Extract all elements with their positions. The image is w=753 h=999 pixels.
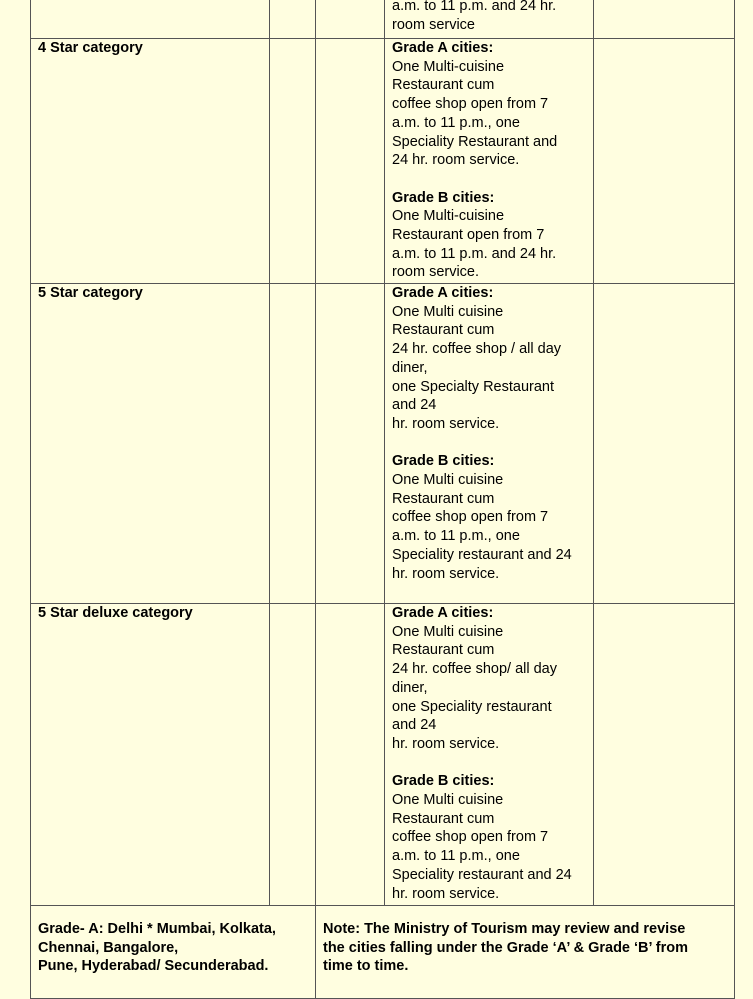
facility-line: 24 hr. coffee shop / all day [392,341,562,358]
footer-line: Note: The Ministry of Tourism may review and revise [323,921,686,937]
footer-line: Grade- A: Delhi * Mumbai, Kolkata, [38,921,276,937]
facility-line: a.m. to 11 p.m. and 24 hr. [392,0,557,14]
category-cell [31,0,270,39]
empty-cell [594,604,735,906]
grade-b-title: Grade B cities: [392,773,495,790]
facility-line: room service. [392,264,480,281]
grade-a-cities-note [31,906,316,999]
grade-a-title: Grade A cities: [392,605,494,621]
grade-b-title: Grade B cities: [392,453,495,470]
empty-cell [316,284,385,604]
facility-line: Restaurant cum [392,642,495,659]
facility-line: Speciality restaurant and 24 [392,866,572,883]
empty-cell [270,604,316,906]
facility-line: coffee shop open from 7 [392,96,549,113]
facility-line: coffee shop open from 7 [392,829,549,846]
facility-line: diner, [392,679,428,696]
hotel-category-table [30,0,735,999]
footer-row [31,906,735,999]
ministry-review-note [316,906,735,999]
facility-line: diner, [392,359,428,376]
facility-line: and 24 [392,717,437,734]
facility-line: 24 hr. room service. [392,152,520,169]
facility-line: a.m. to 11 p.m. and 24 hr. [392,245,557,262]
facility-line: one Specialty Restaurant [392,378,555,395]
empty-cell [316,604,385,906]
empty-cell [594,284,735,604]
category-cell-5-star: 5 Star category [31,284,270,604]
facility-line: a.m. to 11 p.m., one [392,528,520,545]
facility-line: Restaurant cum [392,810,495,827]
facility-line: hr. room service. [392,885,500,902]
empty-cell [316,0,385,39]
empty-cell [594,39,735,284]
facility-line: Restaurant cum [392,490,495,507]
facility-line: 24 hr. coffee shop/ all day [392,661,557,678]
facility-line: a.m. to 11 p.m., one [392,114,520,131]
footer-line: Pune, Hyderabad/ Secunderabad. [38,958,269,975]
table-row [31,604,735,906]
facility-cell [385,0,594,39]
grade-b-title: Grade B cities: [392,189,495,206]
facility-line: One Multi cuisine [392,792,504,809]
empty-cell [270,39,316,284]
footer-line: Chennai, Bangalore, [38,939,179,956]
footer-line: time to time. [323,958,409,975]
facility-line: coffee shop open from 7 [392,509,549,526]
empty-cell [316,39,385,284]
facility-cell [385,39,594,284]
facility-line: Restaurant cum [392,322,495,339]
footer-line: the cities falling under the Grade ‘A’ & Grade ‘B’ from [323,939,688,956]
facility-line: room service [392,16,475,33]
table-row [31,39,735,284]
facility-line: Speciality restaurant and 24 [392,546,572,563]
facility-line: hr. room service. [392,565,500,582]
facility-cell [385,604,594,906]
empty-cell [270,284,316,604]
facility-line: Speciality Restaurant and [392,133,558,150]
facility-line: and 24 [392,397,437,414]
facility-line: one Speciality restaurant [392,698,552,715]
facility-line: One Multi-cuisine [392,58,505,75]
facility-line: hr. room service. [392,415,500,432]
facility-line: Restaurant open from 7 [392,227,545,244]
empty-cell [270,0,316,39]
category-cell-4-star: 4 Star category [31,39,270,284]
table-row [31,0,735,39]
facility-line: One Multi cuisine [392,623,504,640]
facility-line: One Multi cuisine [392,472,504,489]
facility-line: One Multi-cuisine [392,208,505,225]
facility-line: hr. room service. [392,735,500,752]
empty-cell [594,0,735,39]
grade-a-title: Grade A cities: [392,285,494,301]
facility-line: Restaurant cum [392,77,495,94]
category-cell-5-star-deluxe: 5 Star deluxe category [31,604,270,906]
facility-line: a.m. to 11 p.m., one [392,848,520,865]
facility-cell [385,284,594,604]
table-row [31,284,735,604]
facility-line: One Multi cuisine [392,303,504,320]
grade-a-title: Grade A cities: [392,40,494,56]
